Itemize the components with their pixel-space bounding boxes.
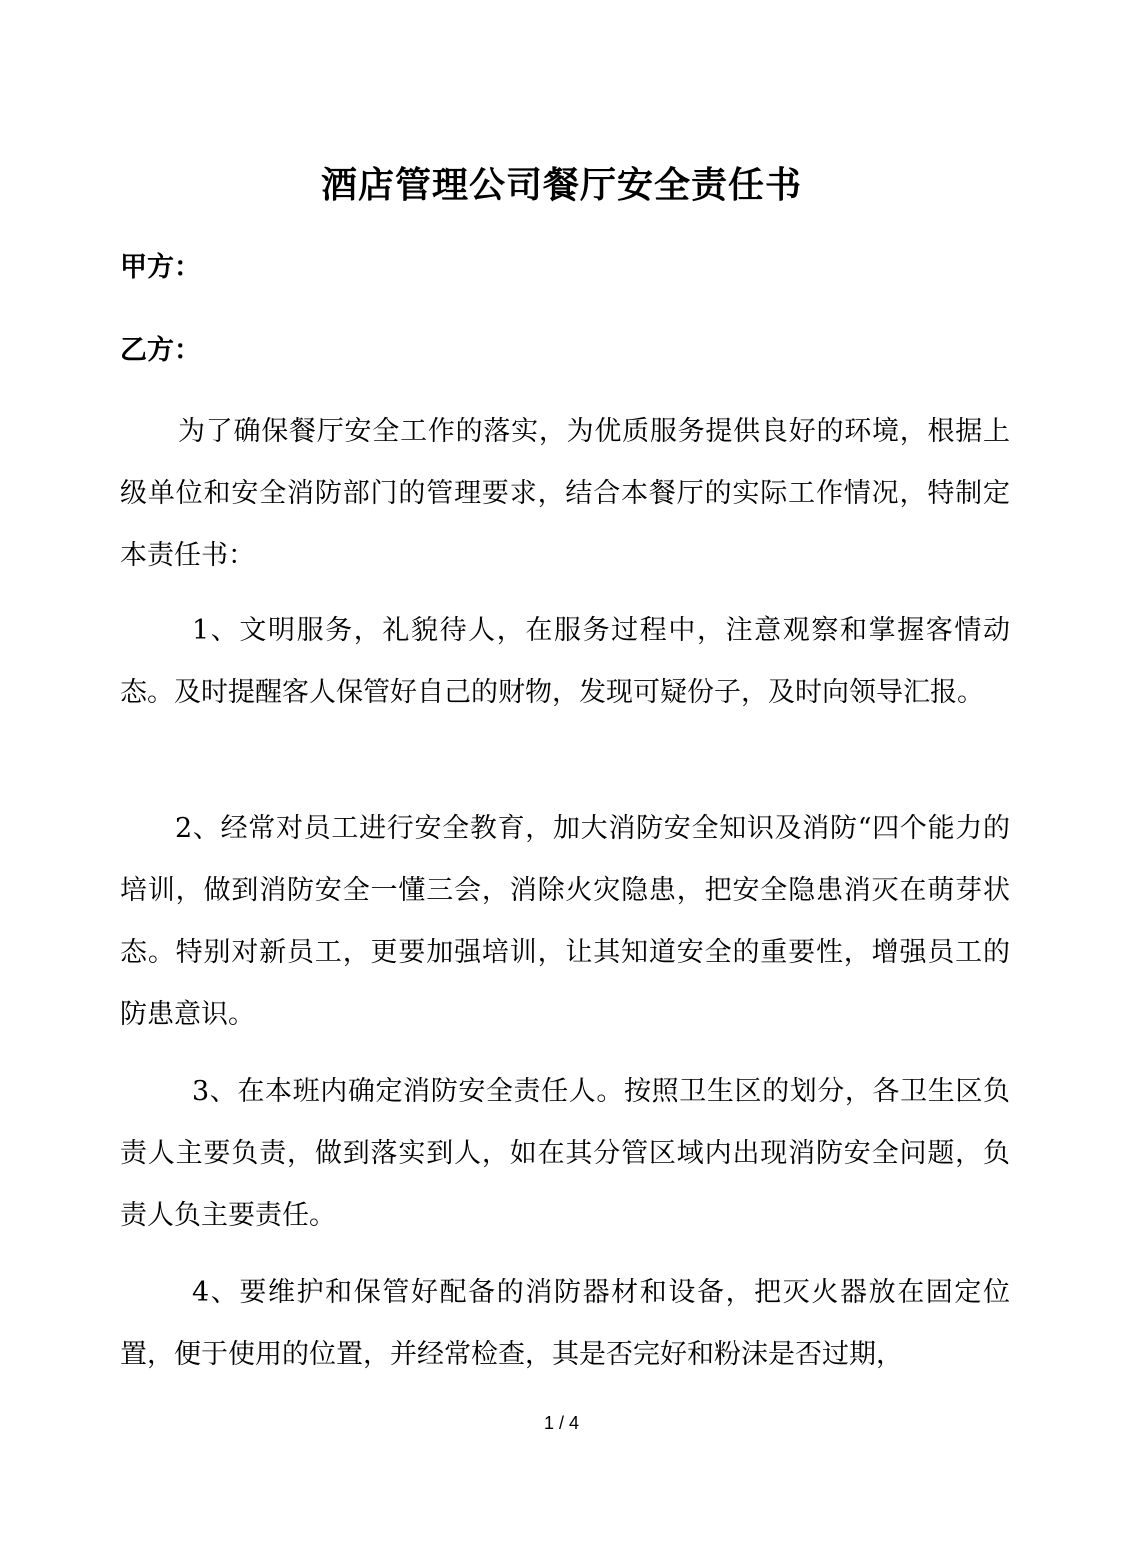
document-title: 酒店管理公司餐厅安全责任书 xyxy=(320,164,802,206)
clause-3-paragraph: 3、在本班内确定消防安全责任人。按照卫生区的划分，各卫生区负责人主要负责，做到落实到人，如在其分管区域内出现消防安全问题，负责人负主要责任。 xyxy=(120,1076,1010,1231)
party-b-label: 乙方： xyxy=(120,335,201,366)
clause-4-paragraph: 4、要维护和保管好配备的消防器材和设备，把灭火器放在固定位置，便于使用的位置，并经常检查，其是否完好和粉沫是否过期， xyxy=(120,1277,1010,1370)
page-number: 1 / 4 xyxy=(543,1413,580,1433)
intro-paragraph: 为了确保餐厅安全工作的落实，为优质服务提供良好的环境，根据上级单位和安全消防部门的管理要求，结合本餐厅的实际工作情况，特制定本责任书： xyxy=(120,416,1010,571)
party-a-label: 甲方： xyxy=(120,252,201,283)
clause-1-paragraph: 1、文明服务，礼貌待人，在服务过程中，注意观察和掌握客情动态。及时提醒客人保管好自己的财物，发现可疑份子，及时向领导汇报。 xyxy=(120,615,1010,708)
clause-2-paragraph: 2、经常对员工进行安全教育，加大消防安全知识及消防“四个能力的培训，做到消防安全一懂三会，消除火灾隐患，把安全隐患消灭在萌芽状态。特别对新员工，更要加强培训，让其知道安全的重要性，增强员工的防患意识。 xyxy=(120,813,1010,1030)
